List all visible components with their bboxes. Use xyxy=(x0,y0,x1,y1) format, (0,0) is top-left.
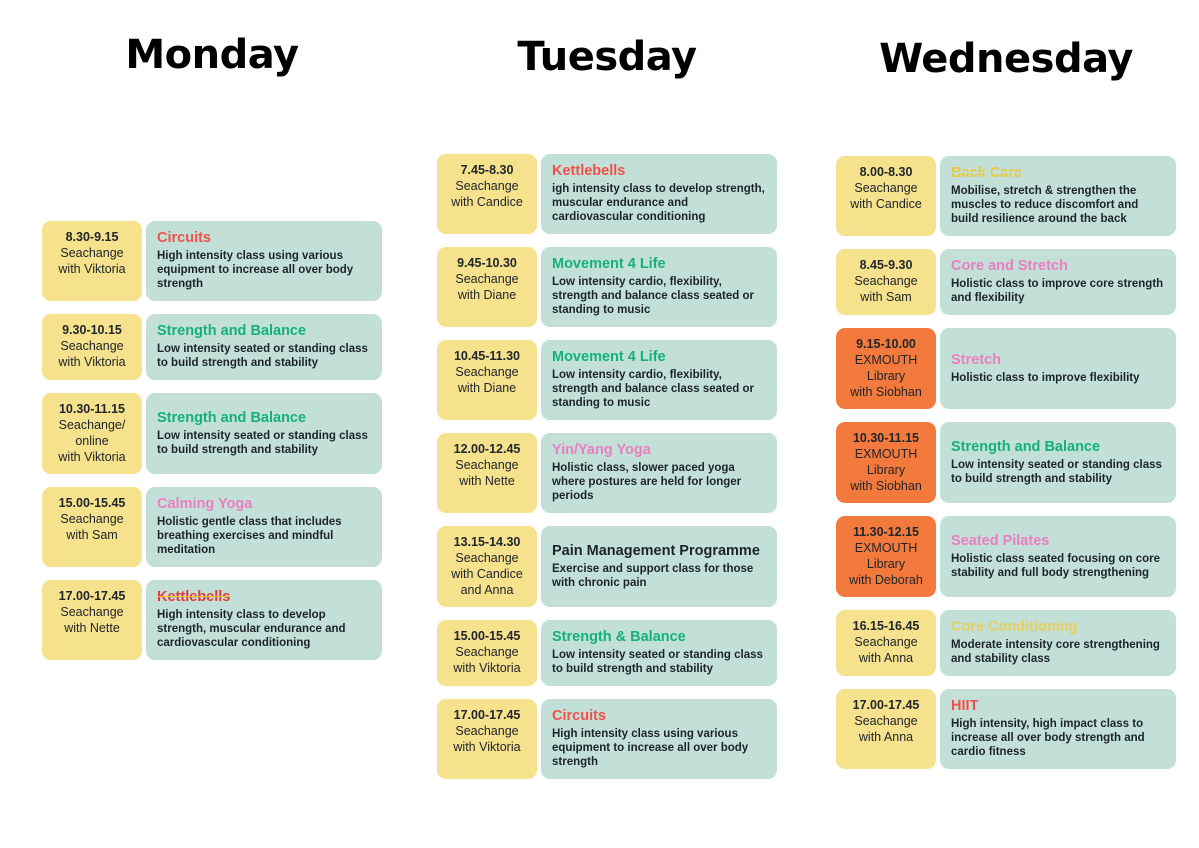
slot-detail-card xyxy=(541,247,777,327)
day-title: Wednesday xyxy=(879,36,1133,82)
slot-instructor: with Siobhan xyxy=(850,385,922,399)
slot-class-name: Core Conditioning xyxy=(951,619,1078,635)
slot-class-description: Low intensity seated or standing class to build strength and stability xyxy=(157,429,368,456)
timetable-slot xyxy=(42,393,382,474)
slot-time-card xyxy=(42,487,142,567)
slot-class-description: Holistic class seated focusing on core stability and full body strengthening xyxy=(951,552,1160,579)
slot-instructor: with Viktoria xyxy=(58,450,126,464)
timetable-slot xyxy=(437,699,777,779)
slot-location: Seachange xyxy=(60,246,124,260)
slot-detail-card xyxy=(541,526,777,607)
timetable-slot xyxy=(437,433,777,513)
slot-detail-card xyxy=(940,249,1176,315)
slot-time-card xyxy=(437,247,537,327)
slot-time: 8.00-8.30 xyxy=(859,165,913,179)
slot-location: Seachange xyxy=(455,645,519,659)
slot-time-card xyxy=(836,249,936,315)
slot-time-card xyxy=(437,433,537,513)
timetable-slot xyxy=(836,610,1176,676)
slot-time-card xyxy=(42,314,142,380)
slot-instructor: with Sam xyxy=(860,290,912,304)
slot-time-card xyxy=(437,526,537,607)
slot-instructor: with Viktoria xyxy=(453,740,521,754)
slot-time-card xyxy=(437,340,537,420)
slot-time: 15.00-15.45 xyxy=(58,496,126,510)
slot-instructor: with Viktoria xyxy=(58,355,126,369)
slot-class-name: Strength and Balance xyxy=(951,438,1101,455)
slot-time: 7.45-8.30 xyxy=(460,163,514,177)
slot-time: 8.30-9.15 xyxy=(65,230,119,244)
slot-location: Seachange/ online xyxy=(58,418,126,448)
slot-instructor: with Diane xyxy=(457,381,517,395)
day-column-monday xyxy=(42,0,382,673)
timetable-slot xyxy=(836,422,1176,503)
timetable-slot xyxy=(437,340,777,420)
slot-time-card xyxy=(437,699,537,779)
slot-time: 8.45-9.30 xyxy=(859,258,913,272)
slot-class-description: High intensity, high impact class to increase all over body strength and cardio fitness xyxy=(951,718,1145,758)
slot-detail-card xyxy=(146,221,382,301)
slot-time: 15.00-15.45 xyxy=(453,629,521,643)
slot-time: 16.15-16.45 xyxy=(852,619,920,633)
slot-location: Seachange xyxy=(455,272,519,286)
slot-time-card xyxy=(836,422,936,503)
timetable-slot xyxy=(437,620,777,686)
slot-location: Seachange xyxy=(854,181,918,195)
slot-instructor: with Candice xyxy=(850,197,922,211)
slot-detail-card xyxy=(940,422,1176,503)
slot-time-card xyxy=(42,580,142,660)
slot-location: Seachange xyxy=(455,365,519,379)
slot-class-name: Movement 4 Life xyxy=(552,256,666,272)
slot-time: 13.15-14.30 xyxy=(453,535,521,549)
slot-detail-card xyxy=(146,393,382,474)
slot-class-description: Mobilise, stretch & strengthen the muscles to reduce discomfort and build resilience around the back xyxy=(951,185,1139,225)
slot-location: Seachange xyxy=(455,179,519,193)
slot-instructor: with Sam xyxy=(66,528,118,542)
slot-instructor: with Diane xyxy=(457,288,517,302)
timetable-slot xyxy=(836,249,1176,315)
slot-time-card xyxy=(836,156,936,236)
slot-instructor: with Deborah xyxy=(849,573,923,587)
timetable-slot xyxy=(437,154,777,234)
slot-class-name: Kettlebells xyxy=(157,589,231,605)
slot-location: Seachange xyxy=(60,339,124,353)
timetable-slot xyxy=(42,314,382,380)
slot-time: 17.00-17.45 xyxy=(453,708,521,722)
slot-detail-card xyxy=(940,610,1176,676)
slot-list-monday xyxy=(42,221,382,660)
slot-class-description: Low intensity seated or standing class to build strength and stability xyxy=(951,458,1162,485)
slot-instructor: with Siobhan xyxy=(850,479,922,493)
slot-instructor: with Anna xyxy=(858,730,914,744)
slot-class-name: Strength and Balance xyxy=(157,409,307,426)
slot-time-card xyxy=(836,689,936,769)
slot-class-name: Back Care xyxy=(951,165,1022,181)
slot-detail-card xyxy=(940,516,1176,597)
slot-class-description: High intensity class to develop strength, muscular endurance and cardiovascular conditioning xyxy=(157,609,346,649)
slot-detail-card xyxy=(940,328,1176,409)
slot-time: 17.00-17.45 xyxy=(58,589,126,603)
slot-class-description: igh intensity class to develop strength, muscular endurance and cardiovascular conditioning xyxy=(552,183,765,223)
slot-detail-card xyxy=(541,699,777,779)
timetable-slot xyxy=(437,247,777,327)
slot-class-name: Calming Yoga xyxy=(157,496,253,512)
slot-class-description: Exercise and support class for those with chronic pain xyxy=(552,562,754,589)
slot-time-card xyxy=(836,516,936,597)
slot-detail-card xyxy=(541,433,777,513)
timetable-slot xyxy=(42,221,382,301)
slot-list-wednesday xyxy=(836,156,1176,769)
slot-detail-card xyxy=(541,620,777,686)
slot-instructor: with Anna xyxy=(858,651,914,665)
slot-location: Seachange xyxy=(60,512,124,526)
timetable-slot xyxy=(42,487,382,567)
slot-location: EXMOUTH Library xyxy=(854,447,918,477)
slot-instructor: with Viktoria xyxy=(58,262,126,276)
slot-class-description: Low intensity seated or standing class to build strength and stability xyxy=(552,649,763,675)
slot-class-description: High intensity class using various equipment to increase all over body strength xyxy=(157,250,354,290)
slot-time: 9.15-10.00 xyxy=(856,337,916,351)
slot-class-name: Circuits xyxy=(157,230,211,246)
day-title: Tuesday xyxy=(517,34,697,80)
day-column-tuesday xyxy=(437,0,777,792)
slot-instructor: with Nette xyxy=(64,621,120,635)
slot-location: Seachange xyxy=(60,605,124,619)
slot-class-name: Movement 4 Life xyxy=(552,349,666,365)
timetable-slot xyxy=(836,516,1176,597)
slot-list-tuesday xyxy=(437,154,777,779)
slot-class-name: Core and Stretch xyxy=(951,258,1068,274)
slot-class-description: Holistic gentle class that includes breathing exercises and mindful meditation xyxy=(157,516,342,556)
slot-instructor: with Nette xyxy=(459,474,515,488)
slot-class-description: Holistic class, slower paced yoga where postures are held for longer periods xyxy=(552,462,742,502)
day-column-wednesday xyxy=(836,0,1176,782)
slot-detail-card xyxy=(940,689,1176,769)
slot-class-name: Circuits xyxy=(552,708,606,724)
slot-location: EXMOUTH Library xyxy=(854,541,918,571)
slot-time-card xyxy=(42,393,142,474)
slot-class-description: High intensity class using various equipment to increase all over body strength xyxy=(552,728,749,768)
slot-location: Seachange xyxy=(455,458,519,472)
slot-time: 11.30-12.15 xyxy=(852,525,920,539)
timetable-slot xyxy=(437,526,777,607)
slot-location: EXMOUTH Library xyxy=(854,353,918,383)
slot-class-description: Low intensity cardio, flexibility, strength and balance class seated or standing to music xyxy=(552,369,754,409)
slot-instructor: with Viktoria xyxy=(453,661,521,675)
slot-time-card xyxy=(836,328,936,409)
slot-time: 10.45-11.30 xyxy=(453,349,521,363)
slot-class-name: Seated Pilates xyxy=(951,532,1050,549)
slot-class-name: Kettlebells xyxy=(552,163,626,179)
slot-class-name: Pain Management Programme xyxy=(552,542,760,559)
slot-class-description: Holistic class to improve flexibility xyxy=(951,371,1140,384)
slot-time-card xyxy=(836,610,936,676)
slot-time: 12.00-12.45 xyxy=(453,442,521,456)
slot-class-description: Low intensity seated or standing class to build strength and stability xyxy=(157,343,368,369)
slot-time-card xyxy=(437,620,537,686)
slot-time: 9.45-10.30 xyxy=(457,256,517,270)
timetable-slot xyxy=(836,328,1176,409)
slot-time-card xyxy=(42,221,142,301)
slot-class-name: Stretch xyxy=(951,351,1001,368)
timetable-slot xyxy=(836,689,1176,769)
slot-time: 17.00-17.45 xyxy=(852,698,920,712)
slot-location: Seachange xyxy=(455,551,519,565)
slot-detail-card xyxy=(940,156,1176,236)
slot-instructor: with Candice xyxy=(451,195,523,209)
slot-detail-card xyxy=(146,314,382,380)
slot-location: Seachange xyxy=(854,714,918,728)
timetable-slot xyxy=(836,156,1176,236)
slot-location: Seachange xyxy=(854,635,918,649)
slot-class-name: Yin/Yang Yoga xyxy=(552,442,651,458)
slot-time: 10.30-11.15 xyxy=(58,402,126,416)
slot-detail-card xyxy=(541,340,777,420)
slot-class-name: HIIT xyxy=(951,698,979,714)
slot-detail-card xyxy=(146,580,382,660)
day-title: Monday xyxy=(125,32,299,78)
slot-time: 9.30-10.15 xyxy=(62,323,122,337)
slot-location: Seachange xyxy=(854,274,918,288)
timetable-slot xyxy=(42,580,382,660)
slot-class-name: Strength & Balance xyxy=(552,629,686,645)
slot-detail-card xyxy=(541,154,777,234)
slot-class-name: Strength and Balance xyxy=(157,323,307,339)
slot-detail-card xyxy=(146,487,382,567)
slot-instructor: with Candice and Anna xyxy=(451,567,523,597)
slot-class-description: Holistic class to improve core strength and flexibility xyxy=(951,278,1164,304)
slot-time: 10.30-11.15 xyxy=(852,431,920,445)
slot-location: Seachange xyxy=(455,724,519,738)
slot-class-description: Low intensity cardio, flexibility, strength and balance class seated or standing to music xyxy=(552,276,754,316)
slot-time-card xyxy=(437,154,537,234)
slot-class-description: Moderate intensity core strengthening and stability class xyxy=(951,639,1160,665)
